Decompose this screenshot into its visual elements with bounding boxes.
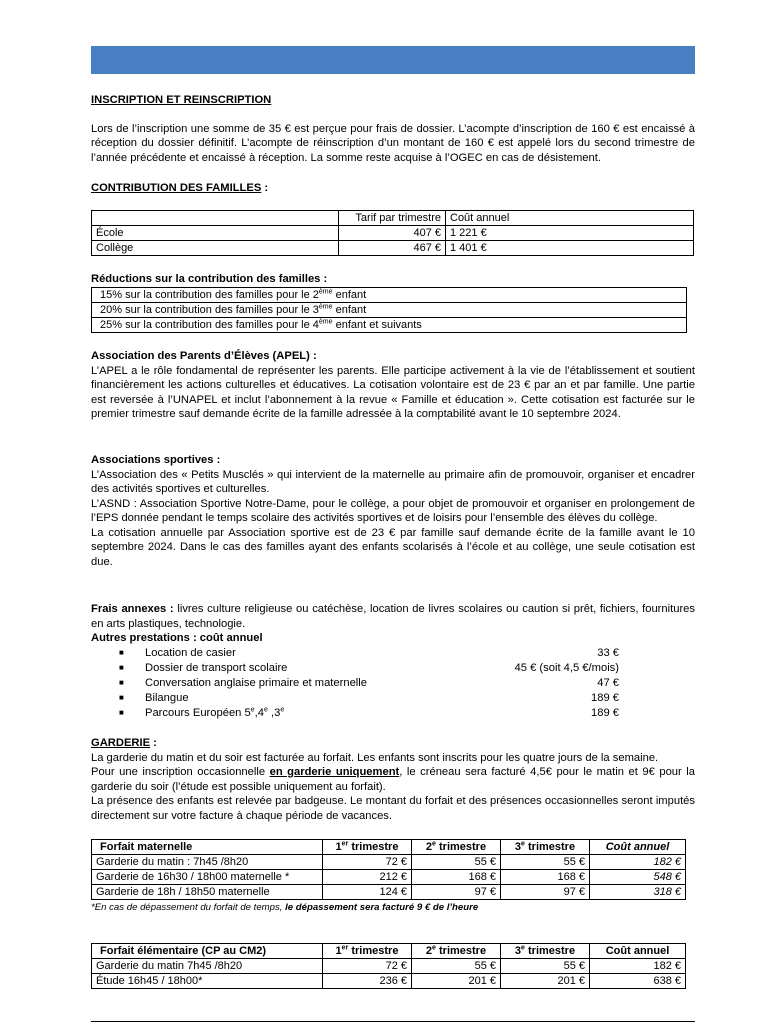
list-item: ■ Location de casier 33 € <box>119 647 619 659</box>
table-row <box>92 211 694 226</box>
inscription-title: INSCRIPTION ET REINSCRIPTION <box>91 94 272 106</box>
table-cell <box>92 211 339 226</box>
table-row <box>92 974 686 989</box>
table-header: Forfait maternelle <box>92 840 323 855</box>
table-cell: 124 € <box>323 885 412 900</box>
table-header: Forfait élémentaire (CP au CM2) <box>92 944 323 959</box>
contribution-table <box>91 210 694 256</box>
garderie-title: GARDERIE <box>91 737 151 749</box>
table-cell: 1 221 € <box>446 226 694 241</box>
table-cell: 55 € <box>412 855 501 870</box>
footer-rule <box>91 1021 695 1022</box>
table-row <box>92 959 686 974</box>
table-cell: 407 € <box>339 226 446 241</box>
contribution-title-line <box>91 181 695 196</box>
table-cell: 1 401 € <box>446 241 694 256</box>
table-cell: 55 € <box>501 855 590 870</box>
table-cell: 467 € <box>339 241 446 256</box>
table-cell: 201 € <box>501 974 590 989</box>
table-cell: 182 € <box>590 959 686 974</box>
table-header: Coût annuel <box>446 211 694 226</box>
bullet-icon: ■ <box>119 663 124 672</box>
table-cell: Garderie de 18h / 18h50 maternelle <box>92 885 323 900</box>
table-header: 2e trimestre <box>412 944 501 959</box>
table-cell: Garderie du matin 7h45 /8h20 <box>92 959 323 974</box>
table-header: 3e trimestre <box>501 840 590 855</box>
reductions-table <box>91 287 687 333</box>
apel-text: L’APEL a le rôle fondamental de représenter les parents. Elle participe activement à la vie de l’établissement et soutient financièrement les actions culturelles et éducatives. La cotisation volontaire est de 23 € par an et par famille. Une partie est reversée à l’UNAPEL et inclut l’abonnement à la revue « Famille et éducation ». Cette cotisation est facturée sur le premier trimestre sauf demande écrite de la famille adressée à la comptabilité avant le 10 septembre 2024. <box>91 364 695 420</box>
bullet-icon: ■ <box>119 708 124 717</box>
table-row <box>92 226 694 241</box>
garderie-text-1: La garderie du matin et du soir est facturée au forfait. Les enfants sont inscrits pour les quatre jours de la semaine. <box>91 751 659 764</box>
table-row <box>92 241 694 256</box>
apel-section <box>91 349 695 422</box>
bullet-icon: ■ <box>119 678 124 687</box>
table-cell: Collège <box>92 241 339 256</box>
garderie-text-3: La présence des enfants est relevée par badgeuse. Le montant du forfait et des présences occasionnelles seront imputés directement sur votre facture à chaque période de vacances. <box>91 795 695 822</box>
table-header: 1er trimestre <box>323 944 412 959</box>
table-cell: 72 € <box>323 959 412 974</box>
table-cell: 72 € <box>323 855 412 870</box>
bullet-icon: ■ <box>119 648 124 657</box>
apel-title: Association des Parents d’Élèves (APEL) : <box>91 350 317 362</box>
frais-text: livres culture religieuse ou catéchèse, location de livres scolaires ou caution si prêt, fichiers, fournitures en arts plastiques, technologie. <box>91 603 695 630</box>
table-row <box>92 303 687 318</box>
maternelle-note: *En cas de dépassement du forfait de temps, le dépassement sera facturé 9 € de l’heure <box>91 902 479 913</box>
table-header: Coût annuel <box>590 944 686 959</box>
table-cell: 201 € <box>412 974 501 989</box>
table-cell: 212 € <box>323 870 412 885</box>
table-row <box>92 885 686 900</box>
list-item: ■ Parcours Européen 5e,4e ,3e 189 € <box>119 706 619 719</box>
reductions-title: Réductions sur la contribution des familles : <box>91 273 328 285</box>
maternelle-table <box>91 839 686 900</box>
sport-section <box>91 453 695 569</box>
table-header: Tarif par trimestre <box>339 211 446 226</box>
table-cell: 15% sur la contribution des familles pour le 2ème enfant <box>92 288 687 303</box>
table-row <box>92 288 687 303</box>
garderie-section: GARDERIE : La garderie du matin et du soir est facturée au forfait. Les enfants sont inscrits pour les quatre jours de la semaine. Pour une inscription occasionnelle en garderie uniquement, le créneau sera facturé 4,5€ pour le matin et 9€ pour la garderie du soir (l’étude est possible uniquement au forfait). La présence des enfants est relevée par badgeuse. Le montant du forfait et des présences occasionnelles seront imputés directement sur votre facture à chaque période de vacances. <box>91 737 695 822</box>
garderie-text-2: Pour une inscription occasionnelle en garderie uniquement, le créneau sera facturé 4,5€ pour le matin et 9€ pour la garderie du soir (l’étude est possible uniquement au forfait). <box>91 766 695 793</box>
list-item: ■ Dossier de transport scolaire 45 € (soit 4,5 €/mois) <box>119 662 619 674</box>
table-cell: 97 € <box>501 885 590 900</box>
table-cell: Étude 16h45 / 18h00* <box>92 974 323 989</box>
sport-text-2: L’ASND : Association Sportive Notre-Dame, pour le collège, a pour objet de promouvoir et organiser en prolongement de l’EPS donnée pendant le temps scolaire des activités sportives et de loisirs pour l’ensemble des élèves du collège. <box>91 497 695 524</box>
table-cell: Garderie du matin : 7h45 /8h20 <box>92 855 323 870</box>
header-banner <box>91 46 695 74</box>
frais-title: Frais annexes : <box>91 603 174 615</box>
table-header: 3e trimestre <box>501 944 590 959</box>
table-cell: 168 € <box>501 870 590 885</box>
table-cell: 55 € <box>501 959 590 974</box>
autres-title: Autres prestations : coût annuel <box>91 632 263 644</box>
table-cell: 548 € <box>590 870 686 885</box>
bullet-icon: ■ <box>119 693 124 702</box>
list-item: ■ Bilangue 189 € <box>119 692 619 704</box>
inscription-text: Lors de l’inscription une somme de 35 € est perçue pour frais de dossier. L’acompte d’inscription de 160 € est encaissé à réception du dossier définitif. L’acompte de réinscription d’un montant de 160 € est appelé lors du second trimestre de l’année précédente et encaissé à réception. La somme reste acquise à l’OGEC en cas de désistement. <box>91 122 695 164</box>
table-row <box>92 870 686 885</box>
sport-title: Associations sportives : <box>91 454 221 466</box>
table-header: 1er trimestre <box>323 840 412 855</box>
table-row <box>92 944 686 959</box>
table-cell: 55 € <box>412 959 501 974</box>
table-cell: 25% sur la contribution des familles pour le 4ème enfant et suivants <box>92 318 687 333</box>
contribution-title: CONTRIBUTION DES FAMILLES <box>91 182 262 194</box>
sport-text-3: La cotisation annuelle par Association sportive est de 23 € par famille sauf demande écrite de la famille avant le 10 septembre 2024. Dans le cas des familles ayant des enfants scolarisés à l’école et au collège, une seule cotisation est due. <box>91 526 695 568</box>
table-cell: 97 € <box>412 885 501 900</box>
table-row <box>92 855 686 870</box>
contribution-title-suffix: : <box>261 182 269 194</box>
frais-section <box>91 602 695 631</box>
autres-list <box>119 646 619 721</box>
table-cell: 20% sur la contribution des familles pour le 3ème enfant <box>92 303 687 318</box>
table-cell: École <box>92 226 339 241</box>
table-header: Coût annuel <box>590 840 686 855</box>
list-item: ■ Conversation anglaise primaire et maternelle 47 € <box>119 677 619 689</box>
inscription-section <box>91 93 695 165</box>
table-header: 2e trimestre <box>412 840 501 855</box>
table-row <box>92 840 686 855</box>
table-cell: 236 € <box>323 974 412 989</box>
table-cell: 182 € <box>590 855 686 870</box>
sport-text-1: L’Association des « Petits Musclés » qui intervient de la maternelle au primaire afin de promouvoir, organiser et encadrer des activités sportives et culturelles. <box>91 468 695 495</box>
table-row <box>92 318 687 333</box>
elementaire-table <box>91 943 686 989</box>
table-cell: Garderie de 16h30 / 18h00 maternelle * <box>92 870 323 885</box>
table-cell: 318 € <box>590 885 686 900</box>
table-cell: 168 € <box>412 870 501 885</box>
table-cell: 638 € <box>590 974 686 989</box>
